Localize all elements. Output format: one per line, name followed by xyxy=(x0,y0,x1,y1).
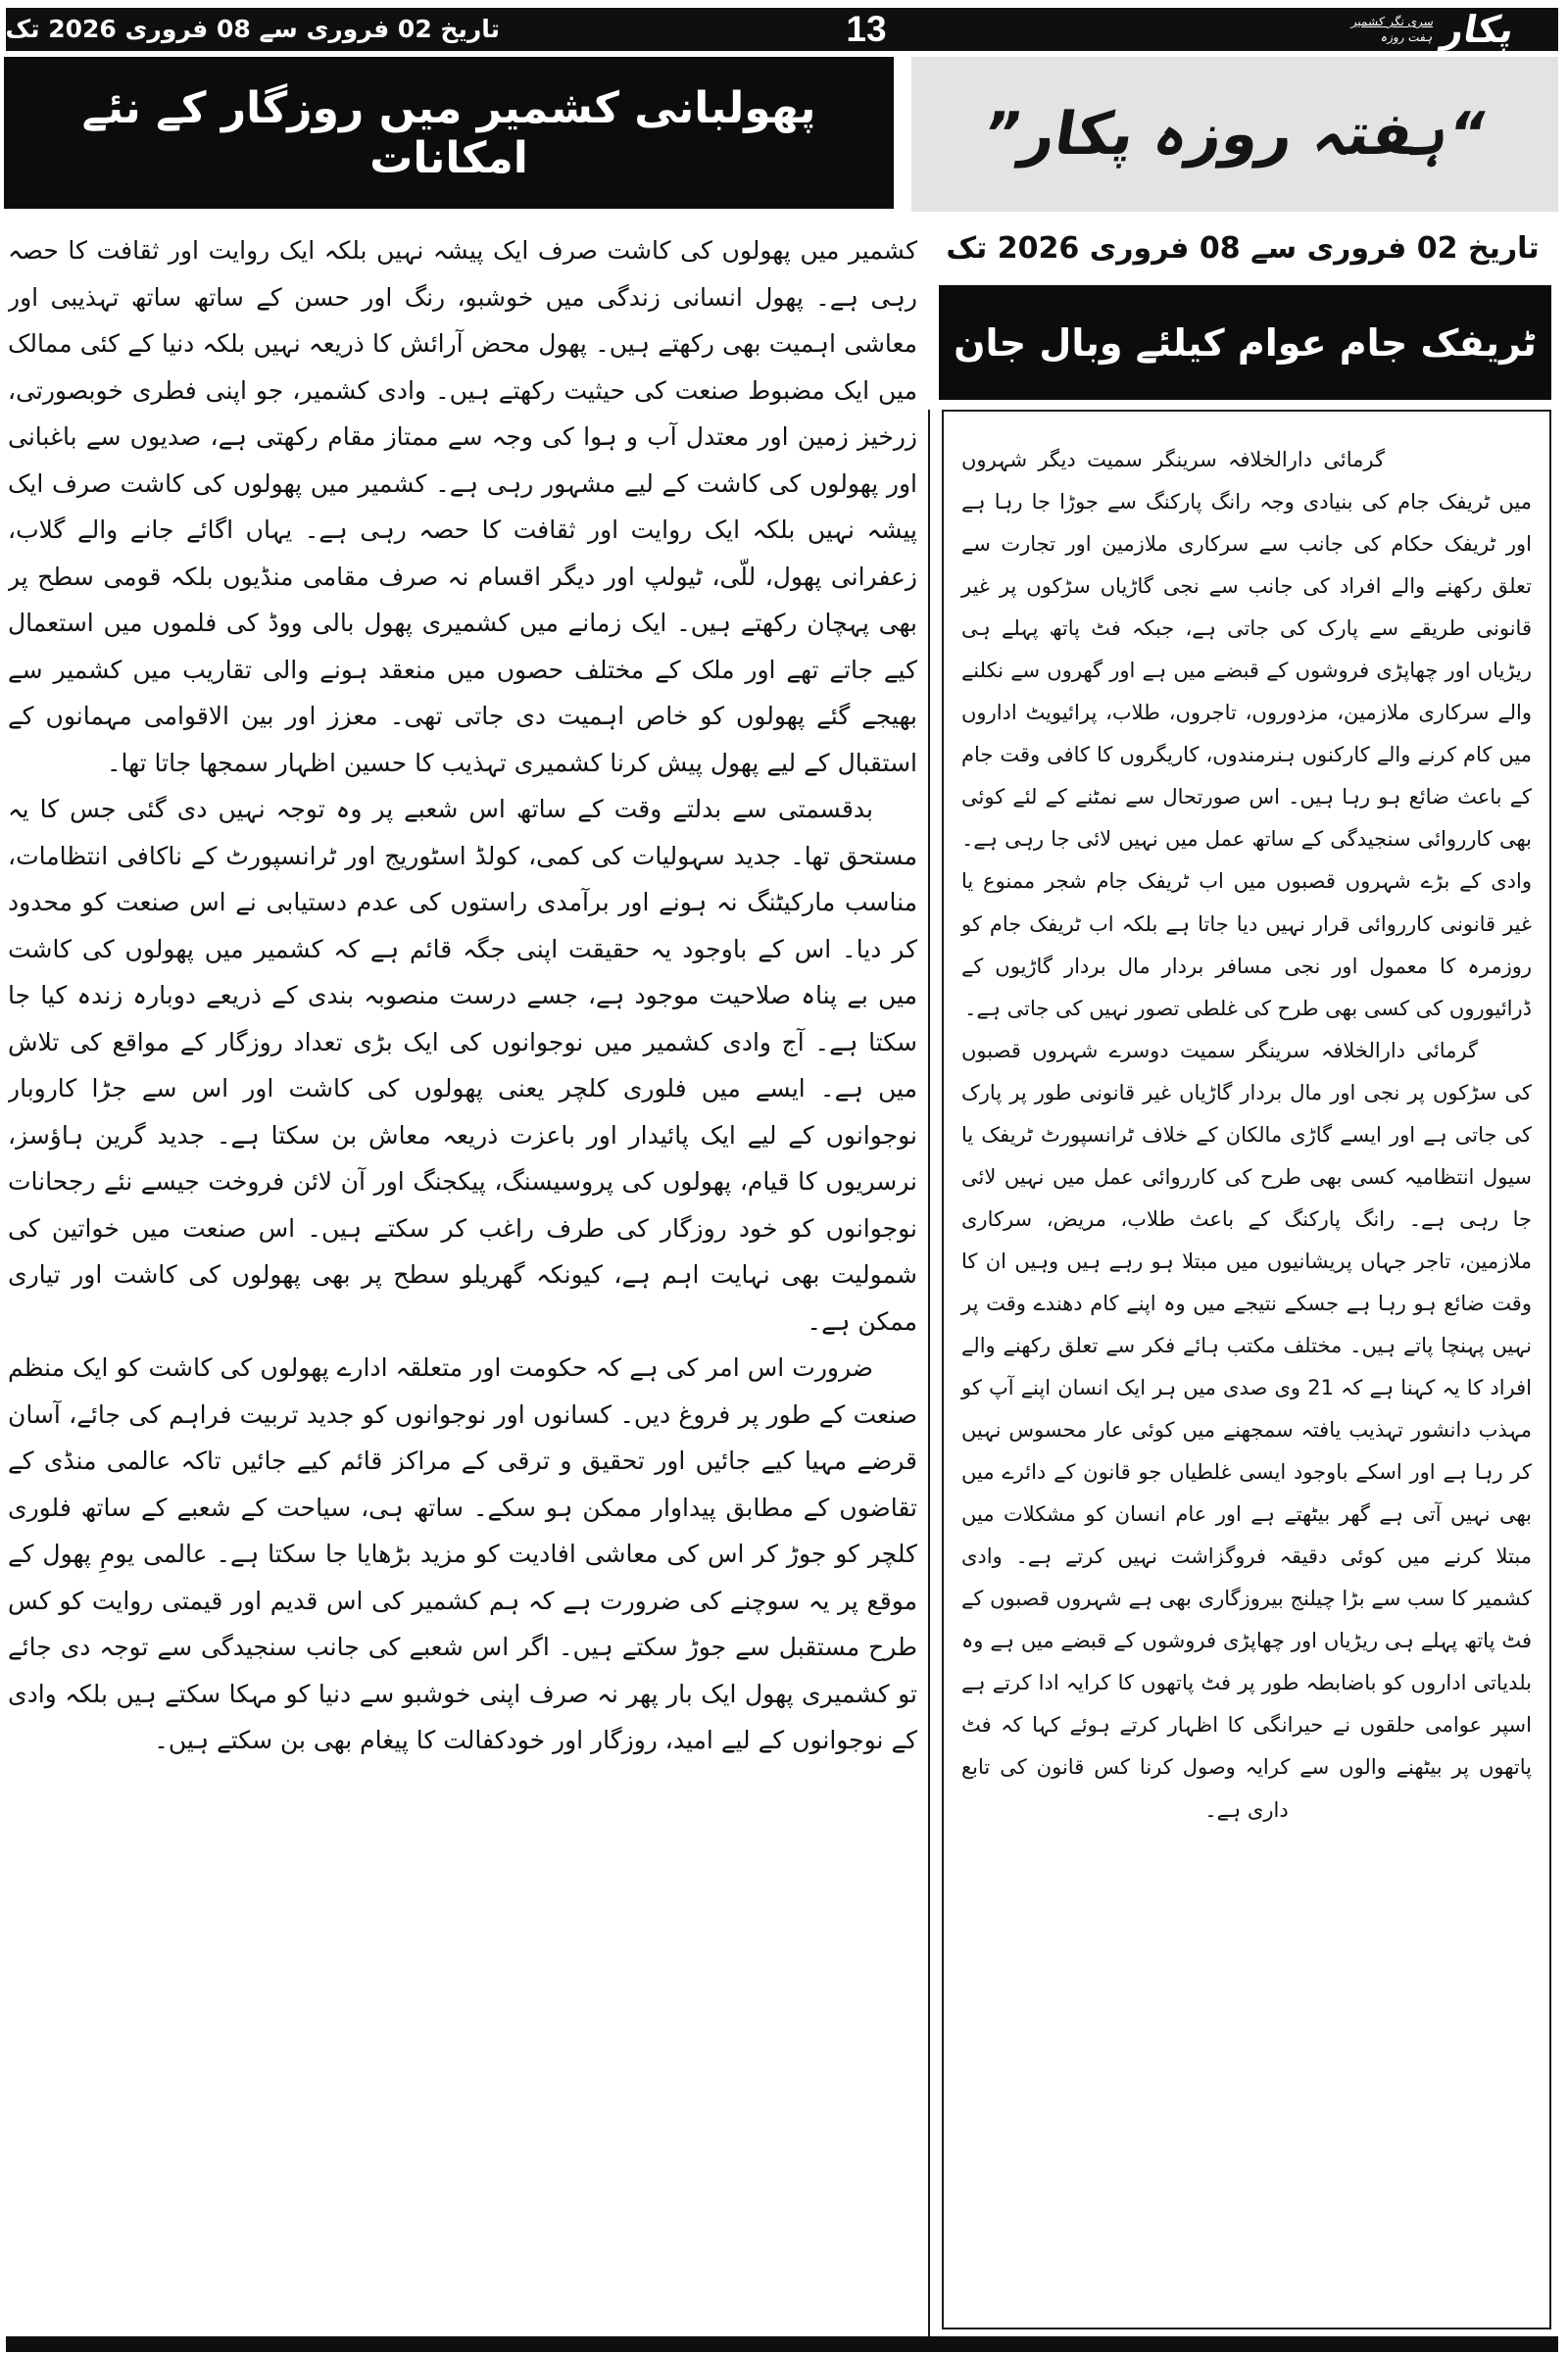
right-article-headline: ٹریفک جام عوام کیلئے وبال جان xyxy=(954,320,1537,365)
left-article-paragraph: کشمیر میں پھولوں کی کاشت صرف ایک پیشہ نہیں بلکہ ایک روایت اور ثقافت کا حصہ رہی ہے۔ پھول انسانی زندگی میں خوشبو، رنگ اور حسن کے ساتھ ساتھ تہذیبی اور معاشی اہمیت بھی رکھتے ہیں۔ پھول محض آرائش کا ذریعہ نہیں بلکہ دنیا کے کئی ممالک میں ایک مضبوط صنعت کی حیثیت رکھتے ہیں۔ وادی کشمیر، جو اپنی فطری خوبصورتی، زرخیز زمین اور معتدل آب و ہوا کی وجہ سے ممتاز مقام رکھتی ہے، صدیوں سے باغبانی اور پھولوں کی کاشت کے لیے مشہور رہی ہے۔ کشمیر میں پھولوں کی کاشت صرف ایک پیشہ نہیں بلکہ ایک روایت اور ثقافت کا حصہ رہی ہے۔ یہاں اگائے جانے والے گلاب، زعفرانی پھول، للّی، ٹیولپ اور دیگر اقسام نہ صرف مقامی منڈیوں بلکہ قومی سطح پر بھی پہچان رکھتے ہیں۔ ایک زمانے میں کشمیری پھول بالی ووڈ کی فلموں میں استعمال کیے جاتے تھے اور ملک کے مختلف حصوں میں منعقد ہونے والی تقاریب میں کشمیر سے بھیجے گئے پھولوں کو خاص اہمیت دی جاتی تھی۔ معزز اور بین الاقوامی مہمانوں کے استقبال کے لیے پھول پیش کرنا کشمیری تہذیب کا حسین اظہار سمجھا جاتا تھا۔ xyxy=(8,236,917,777)
right-article-headline-box xyxy=(939,285,1551,400)
left-article-body xyxy=(8,227,917,2334)
newspaper-logo-side-labels xyxy=(1351,15,1434,44)
right-article-paragraph: گرمائی دارالخلافہ سرینگر سمیت دیگر شہروں میں ٹریفک جام کی بنیادی وجہ رانگ پارکنگ سے جوڑا جا رہا ہے اور ٹریفک حکام کی جانب سے سرکاری ملازمین اور تجارت سے تعلق رکھنے والے افراد کی جانب سے نجی گاڑیاں سڑکوں پر غیر قانونی طریقے سے پارک کی جاتی ہے، جبکہ فٹ پاتھ پہلے ہی ریڑیاں اور چھاپڑی فروشوں کے قبضے میں ہے اور گھروں سے نکلنے والے سرکاری ملازمین، مزدوروں، تاجروں، طلاب، پرائیویٹ اداروں میں کام کرنے والے کارکنوں ہنرمندوں، کاریگروں کا کافی وقت جام کے باعث ضائع ہو رہا ہیں۔ اس صورتحال سے نمٹنے کے لئے کوئی بھی کارروائی سنجیدگی کے ساتھ عمل میں نہیں لائی جا رہی ہے۔ وادی کے بڑے شہروں قصبوں میں اب ٹریفک جام شجر ممنوع یا غیر قانونی کارروائی قرار نہیں دیا جاتا ہے بلکہ اب ٹریفک جام کو روزمرہ کا معمول اور نجی مسافر بردار مال بردار گاڑیوں کے ڈرائیوروں کی کسی بھی طرح کی غلطی تصور نہیں کی جاتی ہے۔ xyxy=(961,448,1532,1020)
top-bar xyxy=(6,8,1558,51)
right-article-paragraph: گرمائی دارالخلافہ سرینگر سمیت دوسرے شہروں قصبوں کی سڑکوں پر نجی اور مال بردار گاڑیاں غیر قانونی طور پر پارک کی جاتی ہے اور ایسے گاڑی مالکان کے خلاف ٹرانسپورٹ ٹریفک یا سیول انتظامیہ کسی بھی طرح کی کارروائی عمل میں نہیں لائی جا رہی ہے۔ رانگ پارکنگ کے باعث طلاب، مریض، سرکاری ملازمین، تاجر جہاں پریشانیوں میں مبتلا ہو رہے ہیں وہیں ان کا وقت ضائع ہو رہا ہے جسکے نتیجے میں وہ اپنے کام دھندے وقت پر نہیں پہنچا پاتے ہیں۔ مختلف مکتب ہائے فکر سے تعلق رکھنے والے افراد کا یہ کہنا ہے کہ 21 وی صدی میں ہر ایک انسان اپنے آپ کو مہذب دانشور تہذیب یافتہ سمجھنے میں کوئی عار محسوس نہیں کر رہا ہے اور اسکے باوجود ایسی غلطیاں جو قانون کے دائرے میں بھی نہیں آتی ہے گھر بیٹھتے ہے اور عام انسان کو مشکلات میں مبتلا کرنے میں کوئی دقیقہ فروگزاشت نہیں کرتے ہے۔ وادی کشمیر کا سب سے بڑا چیلنج بیروزگاری بھی ہے شہروں قصبوں کے فٹ پاتھ پہلے ہی ریڑیاں اور چھاپڑی فروشوں کے قبضے میں ہے وہ بلدیاتی اداروں کو باضابطہ طور پر فٹ پاتھوں کا کرایہ ادا کرتے ہے اسپر عوامی حلقوں نے حیرانگی کا اظہار کرتے ہوئے کہا کہ فٹ پاتھوں پر بیٹھنے والوں سے کرایہ وصول کرنا کس قانون کی تابع داری ہے۔ xyxy=(961,1038,1532,1822)
right-article-body xyxy=(942,410,1551,2329)
newspaper-logo-subtitle: ہفت روزہ xyxy=(1380,30,1435,44)
newspaper-logo xyxy=(1349,8,1518,51)
page-number: 13 xyxy=(846,9,887,49)
left-article-paragraph: ضرورت اس امر کی ہے کہ حکومت اور متعلقہ ادارے پھولوں کی کاشت کو ایک منظم صنعت کے طور پر فروغ دیں۔ کسانوں اور نوجوانوں کو جدید تربیت فراہم کی جائے، آسان قرضے مہیا کیے جائیں اور تحقیق و ترقی کے مراکز قائم کیے جائیں تاکہ عالمی منڈی کے تقاضوں کے مطابق پیداوار ممکن ہو سکے۔ ساتھ ہی، سیاحت کے شعبے کے ساتھ فلوری کلچر کو جوڑ کر اس کی معاشی افادیت کو مزید بڑھایا جا سکتا ہے۔ عالمی یومِ پھول کے موقع پر یہ سوچنے کی ضرورت ہے کہ ہم کشمیر کی اس قدیم اور قیمتی روایت کو کس طرح مستقبل سے جوڑ سکتے ہیں۔ اگر اس شعبے کی جانب سنجیدگی سے توجہ دی جائے تو کشمیری پھول ایک بار پھر نہ صرف اپنی خوشبو سے دنیا کو مہکا سکتے ہیں بلکہ وادی کے نوجوانوں کے لیے امید، روزگار اور خودکفالت کا پیغام بھی بن سکتے ہیں۔ xyxy=(8,1353,917,1754)
left-article-headline: پھولبانی کشمیر میں روزگار کے نئے امکانات xyxy=(81,82,816,183)
top-bar-date-range: تاریخ 02 فروری سے 08 فروری 2026 تک xyxy=(5,15,500,43)
column-divider xyxy=(928,410,930,2336)
newspaper-logo-location: سری نگر کشمیر xyxy=(1349,15,1435,28)
bottom-bar xyxy=(6,2336,1558,2352)
right-column-date-range: تاریخ 02 فروری سے 08 فروری 2026 تک xyxy=(946,230,1540,266)
newspaper-logo-title: پکار xyxy=(1439,8,1518,51)
masthead-title: “ہفتہ روزہ پکار” xyxy=(977,100,1493,169)
left-article-headline-box xyxy=(4,57,894,209)
left-article-paragraph: بدقسمتی سے بدلتے وقت کے ساتھ اس شعبے پر وہ توجہ نہیں دی گئی جس کا یہ مستحق تھا۔ جدید سہولیات کی کمی، کولڈ اسٹوریج اور ٹرانسپورٹ کے ناکافی انتظامات، مناسب مارکیٹنگ نہ ہونے اور برآمدی راستوں کی عدم دستیابی نے اس صنعت کو محدود کر دیا۔ اس کے باوجود یہ حقیقت اپنی جگہ قائم ہے کہ کشمیر میں پھولوں کی کاشت میں بے پناہ صلاحیت موجود ہے، جسے درست منصوبہ بندی کے ذریعے دوبارہ زندہ کیا جا سکتا ہے۔ آج وادی کشمیر میں نوجوانوں کی ایک بڑی تعداد روزگار کے مواقع کی تلاش میں ہے۔ ایسے میں فلوری کلچر یعنی پھولوں کی کاشت اور اس سے جڑا کاروبار نوجوانوں کے لیے ایک پائیدار اور باعزت ذریعہ معاش بن سکتا ہے۔ جدید گرین ہاؤسز، نرسریوں کا قیام، پھولوں کی پروسیسنگ، پیکجنگ اور آن لائن فروخت جیسے نئے رجحانات نوجوانوں کو خود روزگار کی طرف راغب کر سکتے ہیں۔ اس صنعت میں خواتین کی شمولیت بھی نہایت اہم ہے، کیونکہ گھریلو سطح پر بھی پھولوں کی کاشت اور تیاری ممکن ہے۔ xyxy=(8,795,917,1336)
masthead-box xyxy=(911,57,1558,212)
